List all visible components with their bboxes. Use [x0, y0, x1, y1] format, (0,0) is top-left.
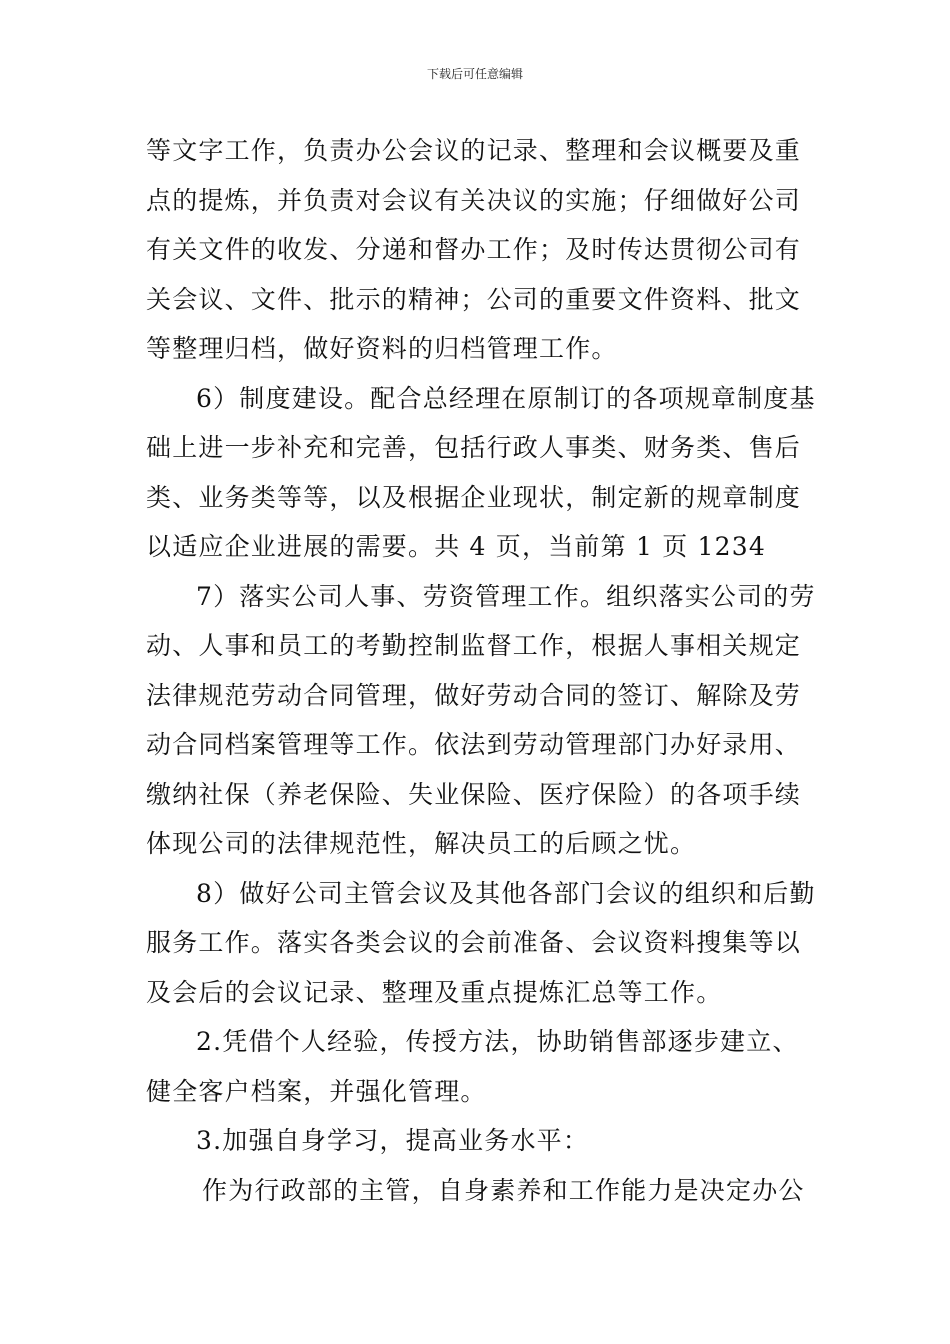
- paragraph-6-start: 6）制度建设。配合总经理在原制订的各项规章制度基: [196, 383, 816, 413]
- section-3-heading: 3.加强自身学习，提高业务水平：: [196, 1126, 590, 1155]
- text-line: 缴纳社保（养老保险、失业保险、医疗保险）的各项手续: [146, 779, 802, 809]
- text-line: 础上进一步补充和完善，包括行政人事类、财务类、售后: [146, 433, 802, 462]
- text-line: 等整理归档，做好资料的归档管理工作。: [146, 334, 618, 363]
- text-line: 体现公司的法律规范性，解决员工的后顾之忧。: [146, 829, 697, 858]
- text-line: 动、人事和员工的考勤控制监督工作，根据人事相关规定: [146, 631, 802, 660]
- text-line: 等文字工作，负责办公会议的记录、整理和会议概要及重: [146, 136, 802, 165]
- text-line: 服务工作。落实各类会议的会前准备、会议资料搜集等以: [146, 928, 802, 957]
- text-line: 类、业务类等等，以及根据企业现状，制定新的规章制度: [146, 482, 802, 512]
- paragraph-7-start: 7）落实公司人事、劳资管理工作。组织落实公司的劳: [196, 581, 816, 611]
- section-3-paragraph-start: 作为行政部的主管，自身素养和工作能力是决定办公: [202, 1175, 805, 1205]
- text-line: 法律规范劳动合同管理，做好劳动合同的签订、解除及劳: [146, 680, 802, 710]
- text-line: 动合同档案管理等工作。依法到劳动管理部门办好录用、: [146, 730, 802, 759]
- text-line: 以适应企业进展的需要。共 4 页，当前第 1 页 1234: [146, 532, 766, 561]
- text-line: 及会后的会议记录、整理及重点提炼汇总等工作。: [146, 977, 723, 1007]
- text-line: 健全客户档案，并强化管理。: [146, 1076, 487, 1106]
- paragraph-8-start: 8）做好公司主管会议及其他各部门会议的组织和后勤: [196, 878, 816, 908]
- text-line: 点的提炼，并负责对会议有关决议的实施；仔细做好公司: [146, 185, 802, 215]
- page-header: 下载后可任意编辑: [426, 67, 523, 81]
- text-line: 关会议、文件、批示的精神；公司的重要文件资料、批文: [146, 284, 802, 314]
- section-2-start: 2.凭借个人经验，传授方法，协助销售部逐步建立、: [196, 1027, 799, 1056]
- text-line: 有关文件的收发、分递和督办工作；及时传达贯彻公司有: [146, 235, 802, 264]
- document-body: [146, 126, 816, 1215]
